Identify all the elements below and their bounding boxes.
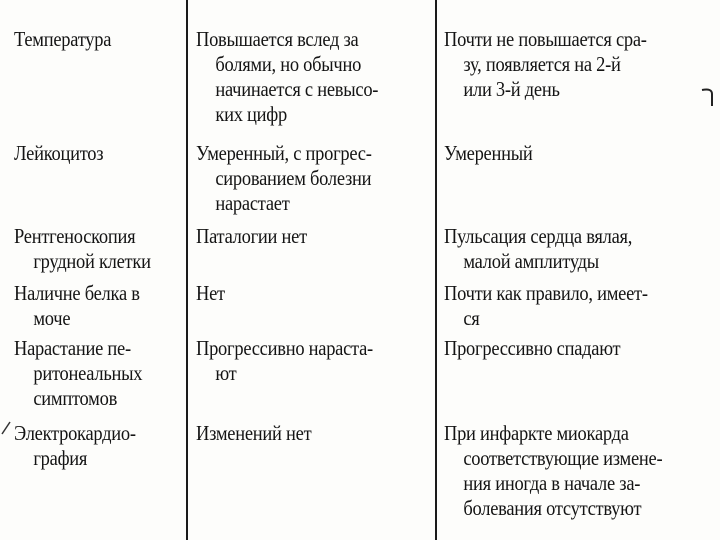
column-divider-1: [186, 0, 188, 540]
text-line: начинается с невысо-: [215, 77, 379, 101]
text-line: Прогрессивно спадают: [444, 336, 621, 360]
text-line: Прогрессивно нараста-: [196, 336, 373, 360]
row-protein-col3: [444, 281, 715, 331]
row-ecg-parameter: [14, 421, 181, 471]
parameter-line: Наличне белка в: [14, 281, 140, 305]
parameter-line: грудной клетки: [33, 249, 151, 273]
row-xray-col3: [444, 224, 715, 274]
text-line: Почти не повышается сра-: [444, 27, 647, 51]
text-line: ния иногда в начале за-: [463, 471, 641, 495]
row-ecg-col2: [196, 421, 434, 446]
text-line: ких цифр: [215, 102, 287, 126]
text-line: болевания отсутствуют: [463, 496, 642, 520]
scan-artifact-mark: [0, 420, 12, 436]
text-line: сированием болезни: [215, 166, 372, 190]
row-leukocytosis-col2: [196, 141, 434, 216]
text-line: малой амплитуды: [463, 249, 599, 273]
text-line: соответствующие измене-: [463, 446, 663, 470]
row-peritoneal-parameter: [14, 336, 181, 411]
text-line: Изменений нет: [196, 421, 312, 445]
parameter-line: Лейкоцитоз: [14, 141, 104, 165]
text-line: ся: [463, 306, 480, 330]
scan-artifact-mark: [700, 86, 716, 108]
text-line: ют: [215, 361, 237, 385]
row-xray-parameter: [14, 224, 181, 274]
parameter-line: Нарастание пе-: [14, 336, 131, 360]
parameter-line: Температура: [14, 27, 112, 51]
row-leukocytosis-parameter: [14, 141, 181, 166]
row-temperature-col3: [444, 27, 715, 102]
column-divider-2: [435, 0, 437, 540]
text-line: Пульсация сердца вялая,: [444, 224, 633, 248]
text-line: болями, но обычно: [215, 52, 362, 76]
parameter-line: ритонеальных: [33, 361, 143, 385]
text-line: или 3-й день: [463, 77, 560, 101]
text-line: Почти как правило, имеет-: [444, 281, 648, 305]
row-temperature-parameter: [14, 27, 181, 52]
parameter-line: Электрокардио-: [14, 421, 136, 445]
parameter-line: симптомов: [33, 386, 118, 410]
parameter-line: графия: [33, 446, 88, 470]
text-line: зу, появляется на 2-й: [463, 52, 621, 76]
text-line: Повышается вслед за: [196, 27, 359, 51]
text-line: При инфаркте миокарда: [444, 421, 629, 445]
text-line: Умеренный, с прогрес-: [196, 141, 372, 165]
text-line: Умеренный: [444, 141, 533, 165]
row-ecg-col3: [444, 421, 715, 521]
text-line: нарастает: [215, 191, 290, 215]
row-peritoneal-col2: [196, 336, 434, 386]
parameter-line: Рентгеноскопия: [14, 224, 136, 248]
text-line: Паталогии нет: [196, 224, 307, 248]
row-protein-col2: [196, 281, 434, 306]
text-line: Нет: [196, 281, 225, 305]
row-temperature-col2: [196, 27, 434, 127]
row-xray-col2: [196, 224, 434, 249]
row-peritoneal-col3: [444, 336, 715, 361]
row-protein-parameter: [14, 281, 181, 331]
row-leukocytosis-col3: [444, 141, 715, 166]
parameter-line: моче: [33, 306, 71, 330]
